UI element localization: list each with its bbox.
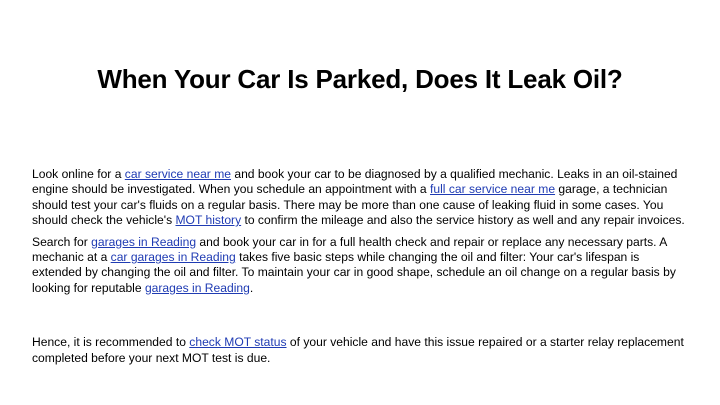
- link-garages-in-reading-2[interactable]: garages in Reading: [144, 280, 250, 295]
- text-segment: Look online for a: [32, 167, 125, 181]
- text-segment: Search for: [32, 234, 92, 249]
- link-garages-in-reading[interactable]: garages in Reading: [91, 234, 197, 249]
- text-segment: of your vehicle and have this issue repaired or a starter relay replacement completed before your next MOT test is due.: [32, 335, 684, 365]
- text-segment: and book your car to be diagnosed by a qualified mechanic. Leaks in an oil-stained engine should be investigated. When you schedule an appointment with a: [32, 167, 678, 197]
- paragraph-1: [32, 167, 692, 229]
- paragraph-3: [32, 335, 692, 366]
- text-segment: and book your car in for a full health check and repair or replace any necessary parts. A mechanic at a: [32, 234, 667, 265]
- text-segment: takes five basic steps while changing the oil and filter: Your car's lifespan is extended by changing the oil and filter. To maintain your car in good shape, schedule an oil change on a regular basis by looking for reputable: [32, 250, 676, 295]
- text-segment: garage, a technician should test your car's fluids on a regular basis. There may be more than one cause of leaking fluid in some cases. You should check the vehicle's: [32, 182, 668, 228]
- text-segment: .: [249, 280, 254, 295]
- page-title: When Your Car Is Parked, Does It Leak Oil?: [97, 64, 623, 94]
- link-check-mot-status[interactable]: check MOT status: [189, 335, 287, 350]
- body-text: [32, 167, 692, 366]
- text-segment: Hence, it is recommended to: [32, 335, 190, 350]
- paragraph-2: [32, 235, 692, 297]
- link-full-car-service-near-me[interactable]: full car service near me: [430, 182, 556, 197]
- link-mot-history[interactable]: MOT history: [175, 213, 242, 228]
- link-car-service-near-me[interactable]: car service near me: [124, 167, 231, 181]
- link-car-garages-in-reading[interactable]: car garages in Reading: [110, 250, 236, 265]
- text-segment: to confirm the mileage and also the service history as well and any repair invoices.: [241, 213, 685, 228]
